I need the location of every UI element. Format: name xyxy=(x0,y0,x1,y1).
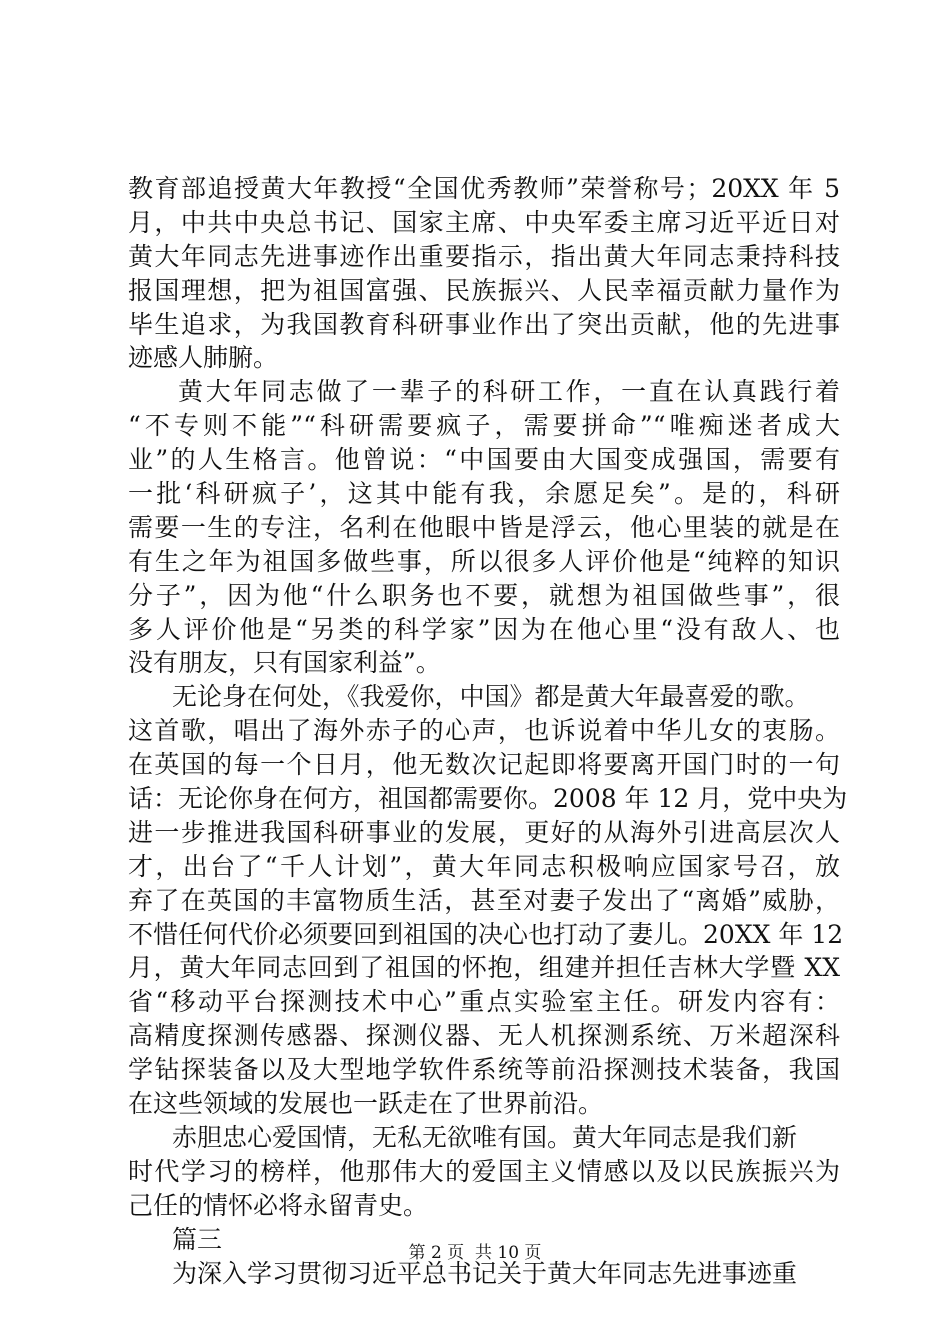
text-line: 分子”，因为他“什么职务也不要，就想为祖国做些事”，很 xyxy=(128,580,840,610)
text-line: 在这些领域的发展也一跃走在了世界前沿。 xyxy=(128,1089,604,1119)
text-line: 这首歌，唱出了海外赤子的心声，也诉说着中华儿女的衷肠。 xyxy=(128,716,840,746)
text-line: 时代学习的榜样，他那伟大的爱国主义情感以及以民族振兴为 xyxy=(128,1156,840,1186)
text-line: 话：无论你身在何方，祖国都需要你。2008 年 12 月，党中央为 xyxy=(128,784,848,814)
text-line: 没有朋友，只有国家利益”。 xyxy=(128,648,441,678)
text-line: 教育部追授黄大年教授“全国优秀教师”荣誉称号；20XX 年 5 xyxy=(128,174,840,203)
page-total: 共 10 页 xyxy=(474,1243,542,1263)
text-line: 业”的人生格言。他曾说：“中国要由大国变成强国，需要有 xyxy=(128,445,840,475)
text-line: 需要一生的专注，名利在他眼中皆是浮云，他心里装的就是在 xyxy=(128,512,840,542)
text-line: 在英国的每一个日月，他无数次记起即将要离开国门时的一句 xyxy=(128,750,840,780)
text-line: 才，出台了“千人计划”，黄大年同志积极响应国家号召，放 xyxy=(128,851,840,881)
page-footer xyxy=(0,1242,950,1264)
text-line: 毕生追求，为我国教育科研事业作出了突出贡献，他的先进事 xyxy=(128,309,840,339)
text-line: 进一步推进我国科研事业的发展，更好的从海外引进高层次人 xyxy=(128,817,840,847)
text-line: 学钻探装备以及大型地学软件系统等前沿探测技术装备，我国 xyxy=(128,1055,840,1085)
paragraph xyxy=(128,172,840,375)
text-line: 弃了在英国的丰富物质生活，甚至对妻子发出了“离婚”威胁， xyxy=(128,885,840,915)
text-line: 不惜任何代价必须要回到祖国的决心也打动了妻儿。20XX 年 12 xyxy=(128,919,844,949)
text-line: 为深入学习贯彻习近平总书记关于黄大年同志先进事迹重 xyxy=(172,1258,798,1288)
text-line: 月，黄大年同志回到了祖国的怀抱，组建并担任吉林大学暨 XX xyxy=(128,953,840,983)
text-line: 高精度探测传感器、探测仪器、无人机探测系统、万米超深科 xyxy=(128,1021,840,1051)
text-line: 黄大年同志先进事迹作出重要指示，指出黄大年同志秉持科技 xyxy=(128,241,840,271)
document-body xyxy=(128,172,848,1290)
text-line: 报国理想，把为祖国富强、民族振兴、人民幸福贡献力量作为 xyxy=(128,275,840,305)
page-number: 第 2 页 xyxy=(408,1243,465,1263)
paragraph xyxy=(128,680,848,1121)
paragraph xyxy=(128,1121,840,1223)
text-line: 己任的情怀必将永留青史。 xyxy=(128,1190,429,1220)
text-line: 赤胆忠心爱国情，无私无欲唯有国。黄大年同志是我们新 xyxy=(172,1122,798,1152)
text-line: “不专则不能”“科研需要疯子，需要拼命”“唯痴迷者成大 xyxy=(128,411,840,441)
text-line: 无论身在何处，《我爱你，中国》都是黄大年最喜爱的歌。 xyxy=(172,682,810,712)
text-line: 有生之年为祖国多做些事，所以很多人评价他是“纯粹的知识 xyxy=(128,546,840,576)
paragraph xyxy=(128,375,840,680)
text-line: 多人评价他是“另类的科学家”因为在他心里“没有敌人、也 xyxy=(128,614,840,644)
text-line: 月，中共中央总书记、国家主席、中央军委主席习近平近日对 xyxy=(128,207,840,237)
text-line: 省“移动平台探测技术中心”重点实验室主任。研发内容有： xyxy=(128,987,840,1017)
text-line: 一批‘科研疯子’，这其中能有我，余愿足矣”。是的，科研 xyxy=(128,479,840,509)
text-line: 篇三 xyxy=(172,1224,223,1254)
text-line: 黄大年同志做了一辈子的科研工作，一直在认真践行着 xyxy=(178,377,840,407)
text-line: 迹感人肺腑。 xyxy=(128,343,279,373)
